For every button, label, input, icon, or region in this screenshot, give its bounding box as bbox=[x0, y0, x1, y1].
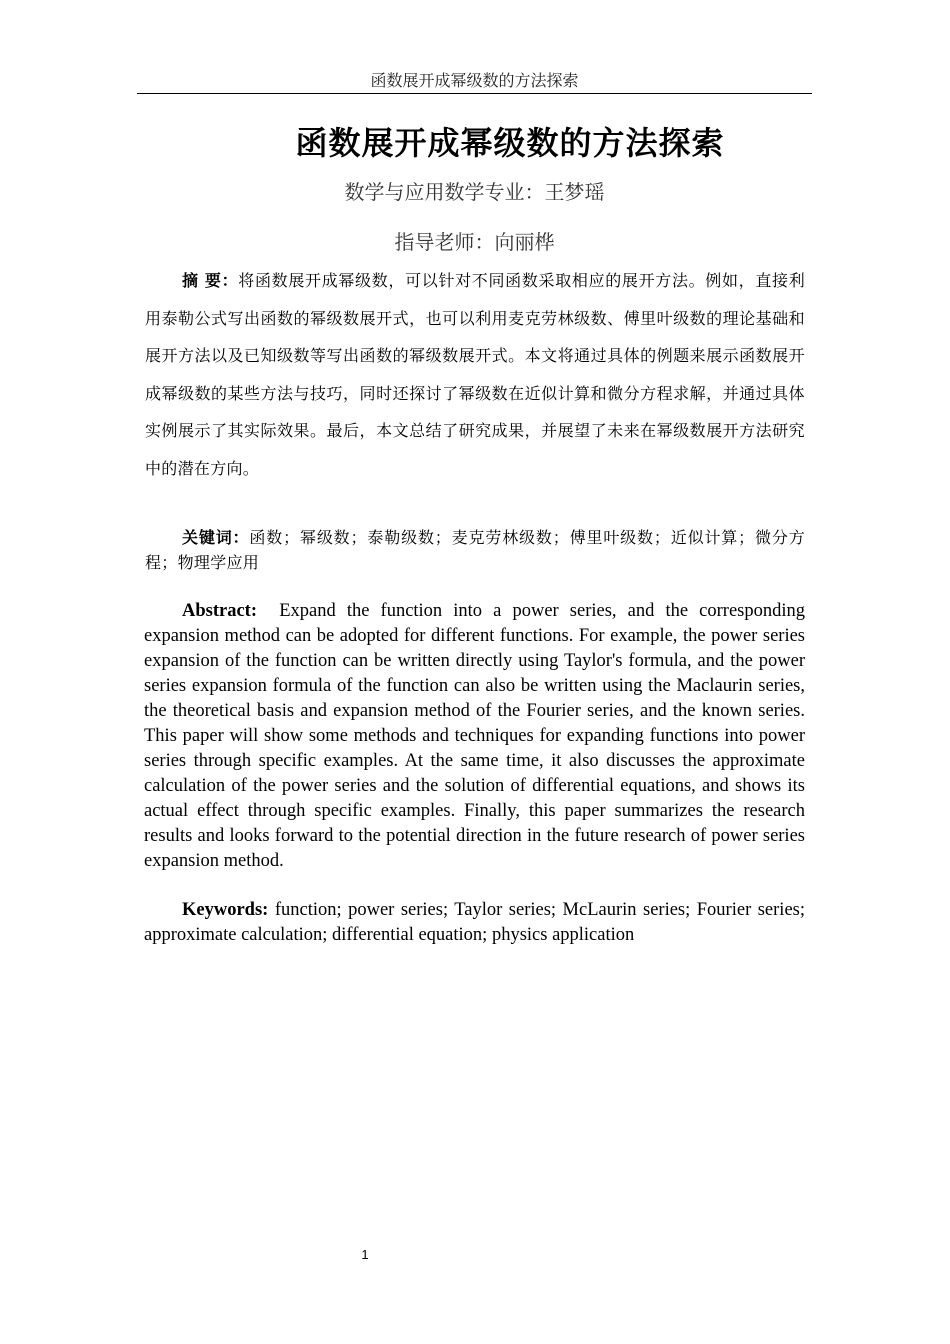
english-keywords bbox=[144, 898, 805, 948]
english-keywords-text: function; power series; Taylor series; McLaurin series; Fourier series; approximate calculation; differential equation; physics application bbox=[144, 900, 805, 945]
author-line: 数学与应用数学专业：王梦瑶 bbox=[344, 180, 605, 204]
chinese-keywords-label: 关键词： bbox=[182, 528, 250, 547]
chinese-keywords-text: 函数；幂级数；泰勒级数；麦克劳林级数；傅里叶级数；近似计算；微分方程；物理学应用 bbox=[145, 528, 806, 572]
english-abstract-label: Abstract: bbox=[182, 601, 258, 621]
chinese-abstract bbox=[145, 262, 805, 487]
chinese-abstract-label: 摘 要： bbox=[182, 271, 239, 290]
english-abstract bbox=[144, 599, 805, 874]
advisor-line: 指导老师：向丽桦 bbox=[394, 230, 555, 254]
header-rule bbox=[137, 93, 812, 94]
english-keywords-label: Keywords: bbox=[182, 900, 269, 920]
chinese-abstract-text: 将函数展开成幂级数，可以针对不同函数采取相应的展开方法。例如，直接利用泰勒公式写出函数的幂级数展开式，也可以利用麦克劳林级数、傅里叶级数的理论基础和展开方法以及已知级数等写出函数的幂级数展开式。本文将通过具体的例题来展示函数展开成幂级数的某些方法与技巧，同时还探讨了幂级数在近似计算和微分方程求解，并通过具体实例展示了其实际效果。最后，本文总结了研究成果，并展望了未来在幂级数展开方法研究中的潜在方向。 bbox=[145, 271, 805, 478]
english-abstract-text: Expand the function into a power series, and the corresponding expansion method can be adopted for different functions. For example, the power series expansion of the function can be written directly using Taylor's formula, and the power series expansion formula of the function can also be written using the Maclaurin series, the theoretical basis and expansion method of the Fourier series, and the known series. This paper will show some methods and techniques for expanding functions into power series through specific examples. At the same time, it also discusses the approximate calculation of the power series and the solution of differential equations, and shows its actual effect through specific examples. Finally, this paper summarizes the research results and looks forward to the potential direction in the future research of power series expansion method. bbox=[144, 601, 805, 871]
paper-title: 函数展开成幂级数的方法探索 bbox=[295, 124, 725, 162]
page-number: 1 bbox=[361, 1247, 369, 1262]
running-header: 函数展开成幂级数的方法探索 bbox=[370, 71, 579, 90]
chinese-keywords bbox=[145, 525, 805, 575]
